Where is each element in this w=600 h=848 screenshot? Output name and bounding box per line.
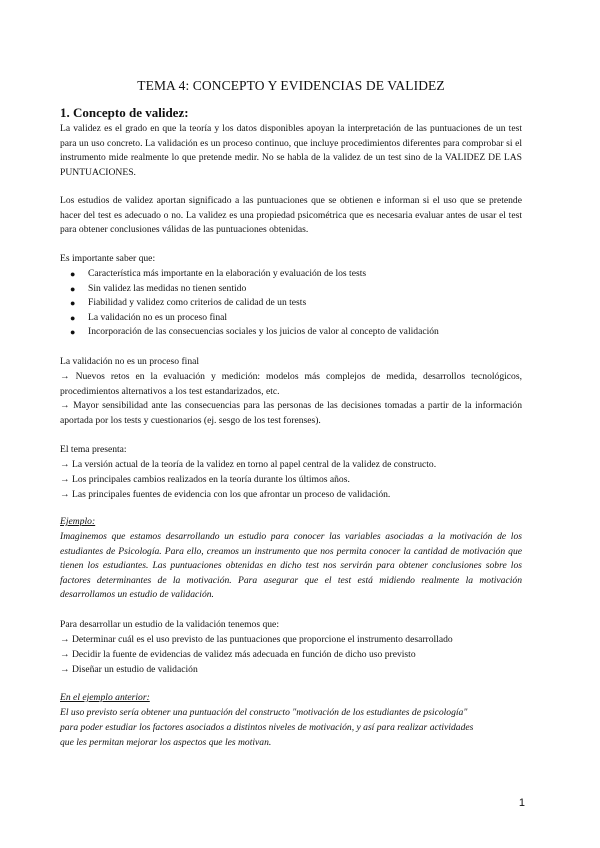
section-heading: 1. Concepto de validez: <box>60 105 189 120</box>
topic-heading: El tema presenta: <box>60 444 127 455</box>
process-heading: La validación no es un proceso final <box>60 356 200 367</box>
steps-heading: Para desarrollar un estudio de la validación tenemos que: <box>60 619 279 630</box>
bullet-icon: ● <box>70 269 76 279</box>
example-text: Imaginemos que estamos desarrollando un estudio para conocer las variables asociadas a la motivación de los estudiantes de Psicología. Para ello, creamos un instrumento que nos permita conocer la cantidad de motivación que tienen los estudiantes. Las puntuaciones obtenidas en dicho test nos servirán para obtener conclusiones sobre los factores determinantes de la motivación. Para asegurar que el test está midiendo realmente la motivación desarrollamos un estudio de validación. <box>60 531 522 601</box>
topic-item: → Las principales fuentes de evidencia con los que afrontar un proceso de validación. <box>60 489 391 500</box>
paragraph-validity-studies: Los estudios de validez aportan significado a las puntuaciones que se obtienen e informan si el uso que se pretende hacer del test es adecuado o no. La validez es una propiedad psicométrica que es necesaria evaluar antes de usar el test para obtener conclusiones válidas de las puntuaciones obtenidas. <box>60 195 522 236</box>
prev-example-label: En el ejemplo anterior: <box>60 692 150 703</box>
prev-example-line: que les permitan mejorar los aspectos que les motivan. <box>60 737 272 748</box>
page-number: 1 <box>518 797 525 809</box>
steps-item: → Determinar cuál es el uso previsto de las puntuaciones que proporcione el instrumento desarrollado <box>60 634 453 645</box>
topic-item: → La versión actual de la teoría de la validez en torno al papel central de la validez de constructo. <box>60 459 437 470</box>
steps-item: → Decidir la fuente de evidencias de validez más adecuada en función de dicho uso previsto <box>60 649 416 660</box>
list-item: ● Fiabilidad y validez como criterios de calidad de un tests <box>60 296 522 311</box>
bullet-icon: ● <box>70 298 76 309</box>
important-list <box>60 267 522 340</box>
bullet-icon: ● <box>70 312 76 323</box>
bullet-icon: ● <box>70 283 76 294</box>
process-item: → Mayor sensibilidad ante las consecuencias para las personas de las decisiones tomadas a partir de la información aportada por los tests y cuestionarios (ej. sesgo de los test forenses). <box>60 400 522 426</box>
topic-item: → Los principales cambios realizados en la teoría durante los últimos años. <box>60 474 350 485</box>
list-item: ● La validación no es un proceso final <box>60 311 522 326</box>
bullet-icon: ● <box>70 327 76 338</box>
process-item: → Nuevos retos en la evaluación y medición: modelos más complejos de medida, desarrollos tecnológicos, procedimientos alternativos a los test estandarizados, etc. <box>60 371 522 397</box>
steps-item: → Diseñar un estudio de validación <box>60 664 198 675</box>
list-item: ● Sin validez las medidas no tienen sentido <box>60 282 522 297</box>
important-intro: Es importante saber que: <box>60 253 156 264</box>
list-item: ● Incorporación de las consecuencias sociales y los juicios de valor al concepto de validación <box>60 325 522 340</box>
paragraph-definition: La validez es el grado en que la teoría y los datos disponibles apoyan la interpretación de las puntuaciones de un test para un uso concreto. La validación es un proceso continuo, que incluye procedimientos diferentes para comprobar si el instrumento mide realmente lo que pretende medir. No se habla de la validez de un test sino de la VALIDEZ DE LAS PUNTUACIONES. <box>60 123 522 178</box>
page-title: TEMA 4: CONCEPTO Y EVIDENCIAS DE VALIDEZ <box>137 78 445 93</box>
list-item: ● Característica más importante en la elaboración y evaluación de los tests <box>60 267 522 282</box>
prev-example-line: para poder estudiar los factores asociados a distintos niveles de motivación, y así para realizar actividades <box>60 722 474 733</box>
prev-example-line: El uso previsto sería obtener una puntuación del constructo "motivación de los estudiantes de psicología" <box>60 707 468 718</box>
example-label: Ejemplo: <box>60 516 96 527</box>
